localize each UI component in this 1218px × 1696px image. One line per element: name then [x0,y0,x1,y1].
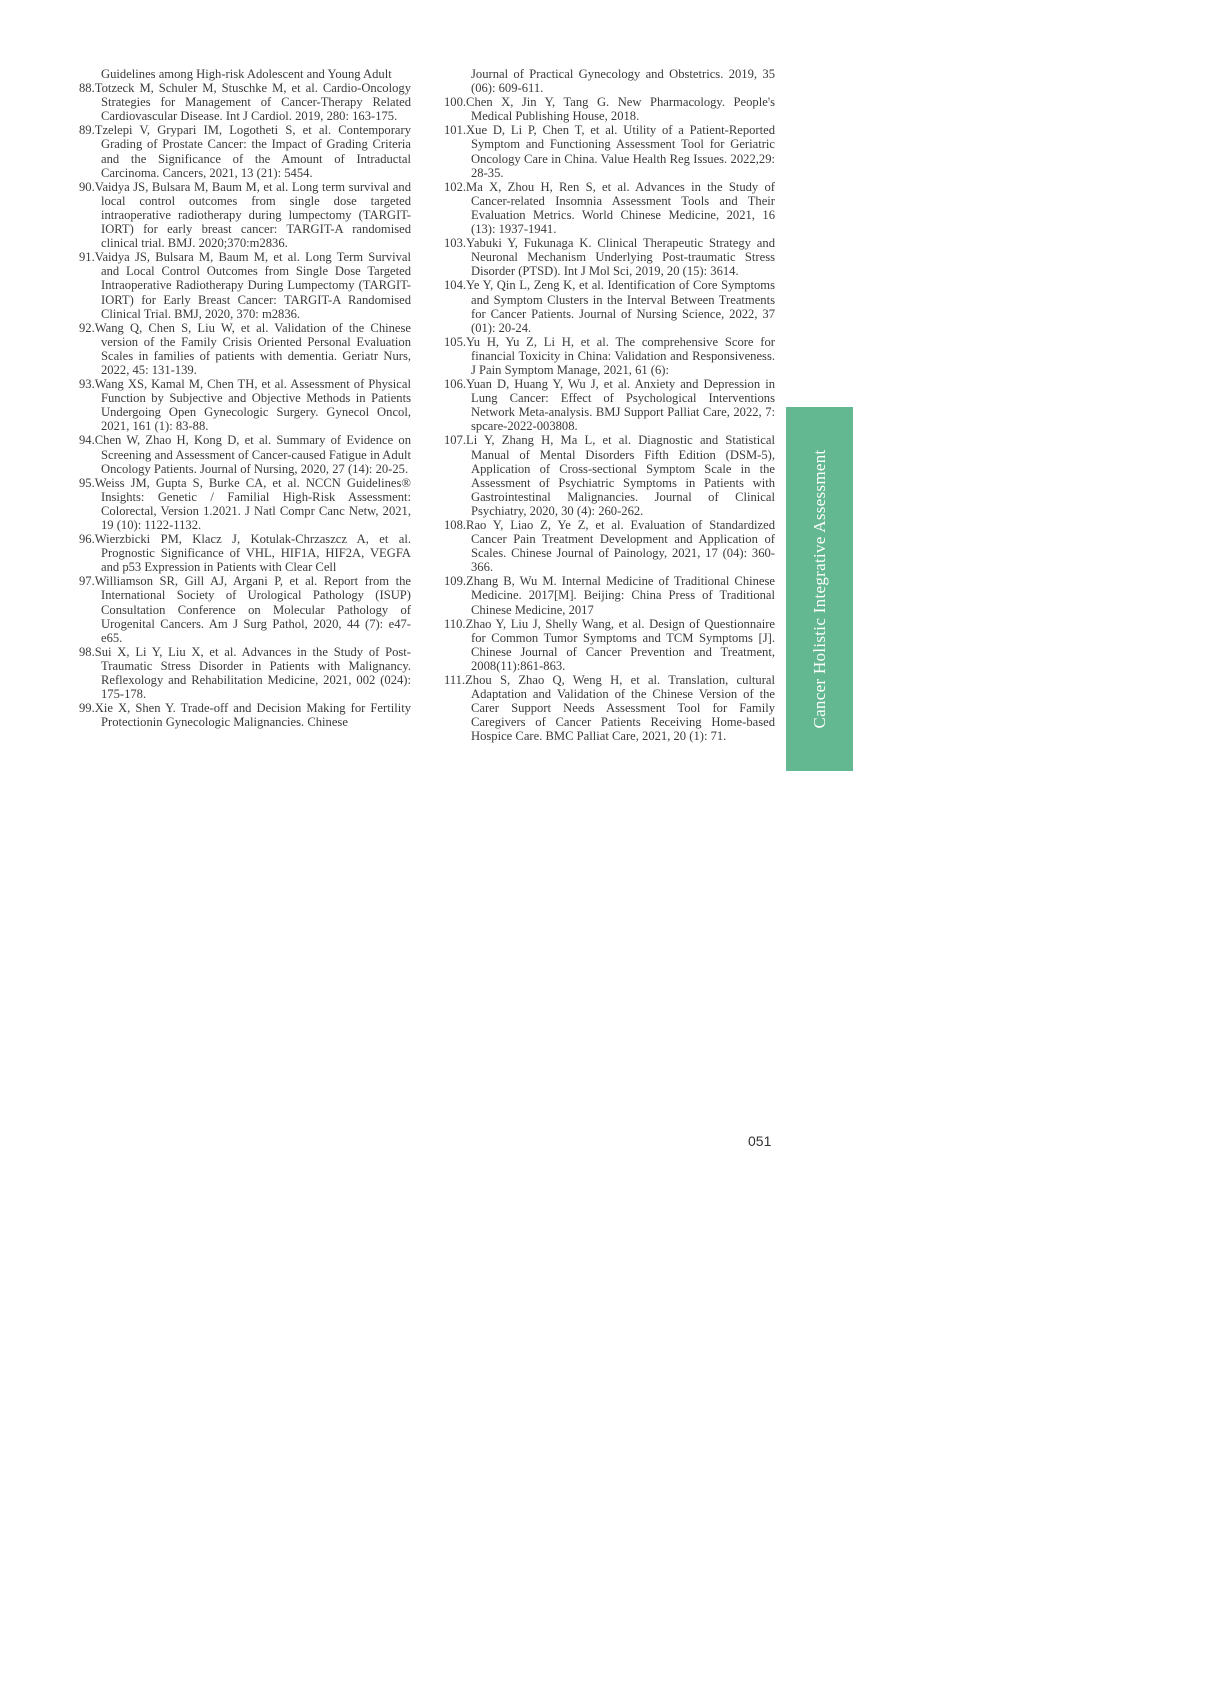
reference-text: Ye Y, Qin L, Zeng K, et al. Identification of Core Symptoms and Symptom Clusters in the Interval Between Treatments for Cancer Patients. Journal of Nursing Science, 2022, 37 (01): 20-24. [466,278,775,335]
reference-number: 104. [444,278,467,293]
reference-number: 92. [79,320,95,335]
reference-text: Zhang B, Wu M. Internal Medicine of Traditional Chinese Medicine. 2017[M]. Beijing: China Press of Traditional Chinese Medicine, 2017 [466,574,775,617]
reference-text: Wierzbicki PM, Klacz J, Kotulak-Chrzaszcz A, et al. Prognostic Significance of VHL, HIF1A, HIF2A, VEGFA and p53 Expression in Patients with Clear Cell [94,532,411,575]
reference-text: Williamson SR, Gill AJ, Argani P, et al. Report from the International Society of Urological Pathology (ISUP) Consultation Conference on Molecular Pathology of Urogenital Cancers. Am J Surg Pathol, 2020, 44 (7): e47-e65. [94,574,411,645]
reference-entry [444,236,775,278]
reference-entry [79,433,411,475]
reference-number: 108. [444,518,467,532]
reference-entry [79,532,411,574]
reference-entry [79,701,411,729]
side-section-tab [786,407,853,771]
reference-number: 103. [444,236,467,251]
reference-entry [79,377,411,433]
reference-number: 93. [79,377,95,392]
reference-entry [444,518,775,574]
reference-number: 98. [79,644,95,659]
reference-text: Yuan D, Huang Y, Wu J, et al. Anxiety and Depression in Lung Cancer: Effect of Psychological Interventions Network Meta-analysis. BMJ Support Palliat Care, 2022, 7: spcare-2022-003808. [466,377,775,434]
reference-text: Li Y, Zhang H, Ma L, et al. Diagnostic and Statistical Manual of Mental Disorders Fifth Edition (DSM-5), Application of Cross-sectional Symptom Scale in the Assessment of Psychiatric Symptoms in Patients with Gastrointestinal Malignancies. Journal of Clinical Psychiatry, 2020, 30 (4): 260-262. [466,433,775,518]
reference-text: Totzeck M, Schuler M, Stuschke M, et al. Cardio-Oncology Strategies for Management of Cancer-Therapy Related Cardiovascular Disease. Int J Cardiol. 2019, 280: 163-175. [94,81,411,124]
reference-text: Xie X, Shen Y. Trade-off and Decision Making for Fertility Protectionin Gynecologic Malignancies. Chinese [94,701,411,730]
reference-column-left [79,67,411,729]
reference-entry [79,476,411,532]
reference-number: 94. [79,433,95,448]
reference-number: 105. [444,334,467,349]
reference-entry [444,123,775,179]
reference-continuation: Journal of Practical Gynecology and Obstetrics. 2019, 35 (06): 609-611. [471,67,775,96]
page-number: 051 [748,1133,772,1149]
reference-entry [444,180,775,236]
reference-entry [79,123,411,179]
reference-number: 101. [444,123,467,138]
reference-entry [79,645,411,701]
side-section-tab-label: Cancer Holistic Integrative Assessment [809,449,829,729]
reference-number: 109. [444,574,467,589]
reference-entry [79,250,411,320]
reference-entry [444,278,775,334]
reference-number: 100. [444,95,467,110]
reference-number: 110. [444,616,466,631]
reference-text: Ma X, Zhou H, Ren S, et al. Advances in the Study of Cancer-related Insomnia Assessment Tools and Their Evaluation Metrics. World Chinese Medicine, 2021, 16 (13): 1937-1941. [466,179,775,237]
reference-text: Rao Y, Liao Z, Ye Z, et al. Evaluation of Standardized Cancer Pain Treatment Development and Application of Scales. Chinese Journal of Painology, 2021, 17 (04): 360-366. [466,518,775,575]
reference-entry [444,95,775,123]
reference-entry [444,574,775,616]
reference-number: 106. [444,377,467,392]
reference-text: Sui X, Li Y, Liu X, et al. Advances in the Study of Post-Traumatic Stress Disorder in Patients with Malignancy. Reflexology and Rehabilitation Medicine, 2021, 002 (024): 175-178. [94,644,411,702]
reference-number: 102. [444,179,467,194]
reference-entry [444,377,775,433]
reference-entry [444,617,775,673]
reference-text: Wang Q, Chen S, Liu W, et al. Validation of the Chinese version of the Family Crisis Oriented Personal Evaluation Scales in families of patients with dementia. Geriatr Nurs, 2022, 45: 131-139. [94,320,411,377]
reference-number: 95. [79,475,95,490]
reference-number: 96. [79,532,95,547]
reference-number: 90. [79,179,95,194]
reference-number: 99. [79,701,95,716]
reference-text: Vaidya JS, Bulsara M, Baum M, et al. Long Term Survival and Local Control Outcomes from Single Dose Targeted Intraoperative Radiotherapy During Lumpectomy (TARGIT-IORT) for Early Breast Cancer: TARGIT-A Randomised Clinical Trial. BMJ, 2020, 370: m2836. [94,250,411,321]
reference-text: Wang XS, Kamal M, Chen TH, et al. Assessment of Physical Function by Subjective and Objective Methods in Patients Undergoing Open Gynecologic Surgery. Gynecol Oncol, 2021, 161 (1): 83-88. [94,377,411,434]
reference-entry [444,673,775,743]
reference-text: Weiss JM, Gupta S, Burke CA, et al. NCCN Guidelines® Insights: Genetic / Familial High-Risk Assessment: Colorectal, Version 1.2021. J Natl Compr Canc Netw, 2021, 19 (10): 1122-1132. [94,475,411,532]
reference-text: Chen X, Jin Y, Tang G. New Pharmacology. People's Medical Publishing House, 2018. [466,95,775,124]
reference-column-right [444,67,775,744]
reference-number: 89. [79,123,95,138]
reference-entry [444,433,775,518]
reference-number: 97. [79,574,95,589]
reference-number: 107. [444,433,467,448]
reference-number: 111. [444,673,466,688]
reference-entry [79,81,411,123]
reference-number: 88. [79,81,95,96]
reference-text: Vaidya JS, Bulsara M, Baum M, et al. Long term survival and local control outcomes from single dose targeted intraoperative radiotherapy during lumpectomy (TARGIT-IORT) for early breast cancer: TARGIT-A randomised clinical trial. BMJ. 2020;370:m2836. [94,179,411,251]
reference-text: Yabuki Y, Fukunaga K. Clinical Therapeutic Strategy and Neuronal Mechanism Underlying Post-traumatic Stress Disorder (PTSD). Int J Mol Sci, 2019, 20 (15): 3614. [466,236,775,279]
reference-text: Xue D, Li P, Chen T, et al. Utility of a Patient-Reported Symptom and Functioning Assessment Tool for Geriatric Oncology Care in China. Value Health Reg Issues. 2022,29: 28-35. [466,123,775,180]
reference-entry [444,335,775,377]
reference-number: 91. [79,250,95,265]
reference-entry [79,180,411,250]
reference-continuation: Guidelines among High-risk Adolescent and Young Adult [101,67,392,81]
reference-entry [79,321,411,377]
reference-text: Tzelepi V, Grypari IM, Logotheti S, et al. Contemporary Grading of Prostate Cancer: the Impact of Grading Criteria and the Significance of the Amount of Intraductal Carcinoma. Cancers, 2021, 13 (21): 5454. [94,123,411,180]
reference-entry [79,574,411,644]
reference-text: Chen W, Zhao H, Kong D, et al. Summary of Evidence on Screening and Assessment of Cancer-caused Fatigue in Adult Oncology Patients. Journal of Nursing, 2020, 27 (14): 20-25. [94,433,411,476]
reference-text: Yu H, Yu Z, Li H, et al. The comprehensive Score for financial Toxicity in China: Validation and Responsiveness. J Pain Symptom Manage, 2021, 61 (6): [466,334,775,377]
reference-text: Zhou S, Zhao Q, Weng H, et al. Translation, cultural Adaptation and Validation of the Chinese Version of the Carer Support Needs Assessment Tool for Family Caregivers of Cancer Patients Receiving Home-based Hospice Care. BMC Palliat Care, 2021, 20 (1): 71. [465,673,775,744]
reference-text: Zhao Y, Liu J, Shelly Wang, et al. Design of Questionnaire for Common Tumor Symptoms and TCM Symptoms [J]. Chinese Journal of Cancer Prevention and Treatment, 2008(11):861-863. [465,616,775,673]
